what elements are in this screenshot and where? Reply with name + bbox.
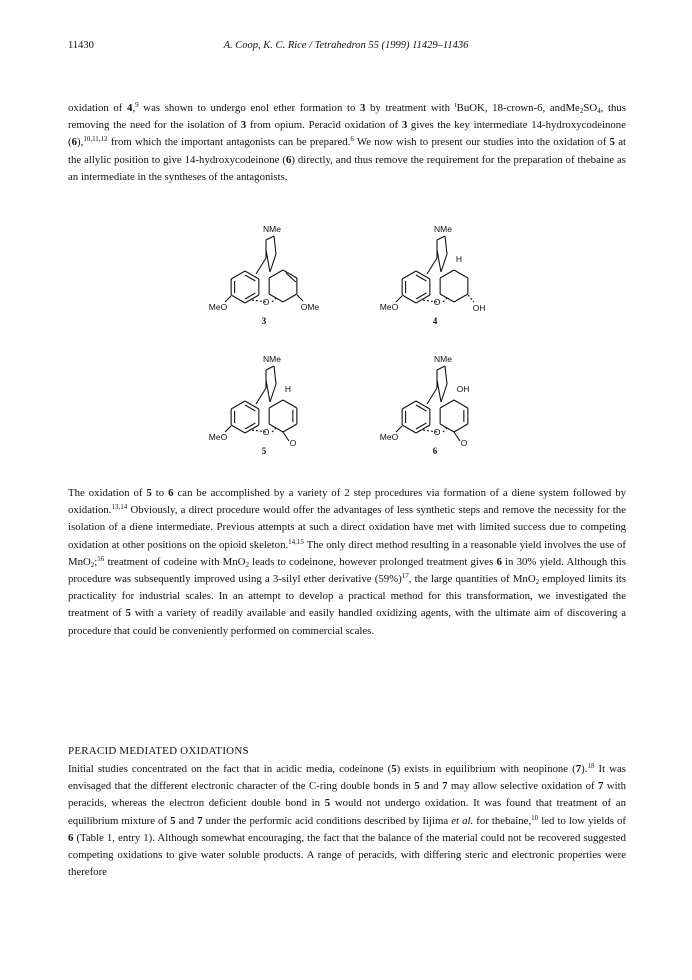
molecule-3 (225, 236, 303, 303)
h-label: H (284, 384, 292, 394)
h-label: H (455, 254, 463, 264)
bond (274, 366, 276, 384)
ring-bond (416, 295, 430, 303)
meo-label: MeO (208, 432, 228, 442)
ring-bond (231, 425, 245, 433)
meo-label: MeO (379, 302, 399, 312)
oh14-label: OH (456, 384, 470, 394)
bond (441, 384, 447, 402)
page-number: 11430 (68, 40, 94, 51)
ring-bond (454, 400, 468, 408)
compound-number: 4 (432, 316, 438, 326)
molecule-4 (396, 236, 474, 303)
compound-number: 5 (261, 446, 267, 456)
ring-bond (440, 270, 454, 278)
bond (427, 258, 437, 274)
nme-label: NMe (434, 224, 452, 234)
ring-bond (231, 401, 245, 409)
paragraph-peracid: Initial studies concentrated on the fact that in acidic media, codeinone (5) exists in equilibrium with neopinone (7).$^{18}$ It was envisaged that the different electronic character of the C-ring double bonds in 5 and 7 may allow selective oxidation of 7 with peracids, whereas the electron deficient double bond in 5 would not undergo oxidation. It was found that treatment of an equilibrium mixture of 5 and 7 under the performic acid conditions described by Iijima et al. for thebaine,$^{10}$ led to low yields of 6 (Table 1, entry 1). Although somewhat encouraging, the fact that the balance of the material could not be recovered suggested competing oxidations to give water soluble products. A range of peracids, with differing steric and electronic properties were therefore (68, 762, 626, 879)
nme-label: NMe (263, 224, 281, 234)
ring-bond (402, 295, 416, 303)
structure-scheme (0, 0, 692, 480)
ring-bond (269, 400, 283, 408)
ring-bond (283, 400, 297, 408)
bond (266, 380, 270, 402)
bond (266, 366, 274, 370)
bond (441, 254, 447, 272)
compound-number: 6 (432, 446, 438, 456)
ring-bond (269, 424, 283, 432)
ome-label: OMe (300, 302, 320, 312)
bond (437, 380, 441, 402)
running-title: A. Coop, K. C. Rice / Tetrahedron 55 (1999) 11429–11436 (223, 40, 469, 51)
hashed-bond (468, 295, 474, 302)
bond (427, 388, 437, 404)
molecule-5 (225, 366, 297, 441)
bond (270, 254, 276, 272)
nme-label: NMe (434, 354, 452, 364)
ring-bond (454, 270, 468, 278)
hashed-bond (443, 428, 447, 432)
keto-o-label: O (460, 438, 468, 448)
keto-o-label: O (289, 438, 297, 448)
bond (437, 366, 445, 370)
ring-bond (245, 295, 259, 303)
bond (270, 384, 276, 402)
carbonyl-bond (283, 432, 289, 441)
oh-label: OH (472, 303, 486, 313)
hashed-bond (443, 298, 447, 302)
bond (274, 236, 276, 254)
ring-bond (269, 294, 283, 302)
nme-label: NMe (263, 354, 281, 364)
carbonyl-bond (454, 432, 460, 441)
ring-bond (283, 424, 297, 432)
ring-bond (440, 400, 454, 408)
hashed-bond (272, 428, 276, 432)
meo-label: MeO (379, 432, 399, 442)
bond (437, 250, 441, 272)
ring-bond (231, 271, 245, 279)
ring-bond (440, 424, 454, 432)
bridge-o-label: O (262, 427, 270, 437)
bond (266, 236, 274, 240)
ring-bond (402, 425, 416, 433)
ring-bond (454, 424, 468, 432)
ring-bond (269, 270, 283, 278)
ring-bond (283, 294, 297, 302)
bond (256, 258, 266, 274)
section-heading: PERACID MEDIATED OXIDATIONS (68, 745, 249, 757)
hashed-bond (272, 298, 276, 302)
bridge-o-label: O (262, 297, 270, 307)
compound-number: 3 (261, 316, 267, 326)
bond (266, 250, 270, 272)
bond (445, 236, 447, 254)
ring-bond (402, 401, 416, 409)
ring-bond (440, 294, 454, 302)
bond (256, 388, 266, 404)
bridge-o-label: O (433, 297, 441, 307)
paragraph-oxidation-methods: The oxidation of 5 to 6 can be accomplished by a variety of 2 step procedures via formation of a diene system followed by oxidation.$^{13,14}$ Obviously, a direct procedure would offer the advantages of less synthetic steps and remove the necessity for the isolation of a diene intermediate. Previous attempts at such a direct oxidation have met with limited success due to competing oxidation at other positions on the opioid skeleton.$^{14,15}$ The only direct method resulting in a reasonable yield involves the use of MnO$_2$;$^{16}$ treatment of codeine with MnO$_2$ leads to codeinone, however prolonged treatment gives 6 in 30% yield. Although this procedure was subsequently improved using a 3-silyl ether derivative $(59\%)^{17}$, the large quantities of MnO$_2$ employed limits its practicality for industrial scales. In an attempt to develop a practical method for this transformation, we investigated the treatment of 5 with a variety of readily available and easily handled oxidizing agents, with the ultimate aim of discovering a procedure that could be conveniently performed on commercial scales. (68, 487, 627, 637)
ring-bond (402, 271, 416, 279)
paragraph-intro: oxidation of 4,$^9$ was shown to undergo enol ether formation to 3 by treatment with $^t$BuOK, 18-crown-6, $andMe_2SO_4$, thus removing the need for the isolation of 3 from opium. Peracid oxidation of 3 gives the key intermediate 14-hydroxycodeinone (6),$^{10,11,12}$ from which the important antagonists can be prepared.$^6$ We now wish to present our studies into the oxidation of 5 at the allylic position to give 14-hydroxycodeinone (6) directly, and thus remove the requirement for the preparation of thebaine as an intermediate in the syntheses of the antagonists. (68, 101, 626, 183)
bond (437, 236, 445, 240)
methoxy-bond (297, 295, 303, 301)
ring-bond (245, 425, 259, 433)
ring-bond (454, 294, 468, 302)
bridge-o-label: O (433, 427, 441, 437)
ring-bond (231, 295, 245, 303)
meo-label: MeO (208, 302, 228, 312)
bond (445, 366, 447, 384)
ring-bond (416, 425, 430, 433)
molecule-6 (396, 366, 468, 441)
